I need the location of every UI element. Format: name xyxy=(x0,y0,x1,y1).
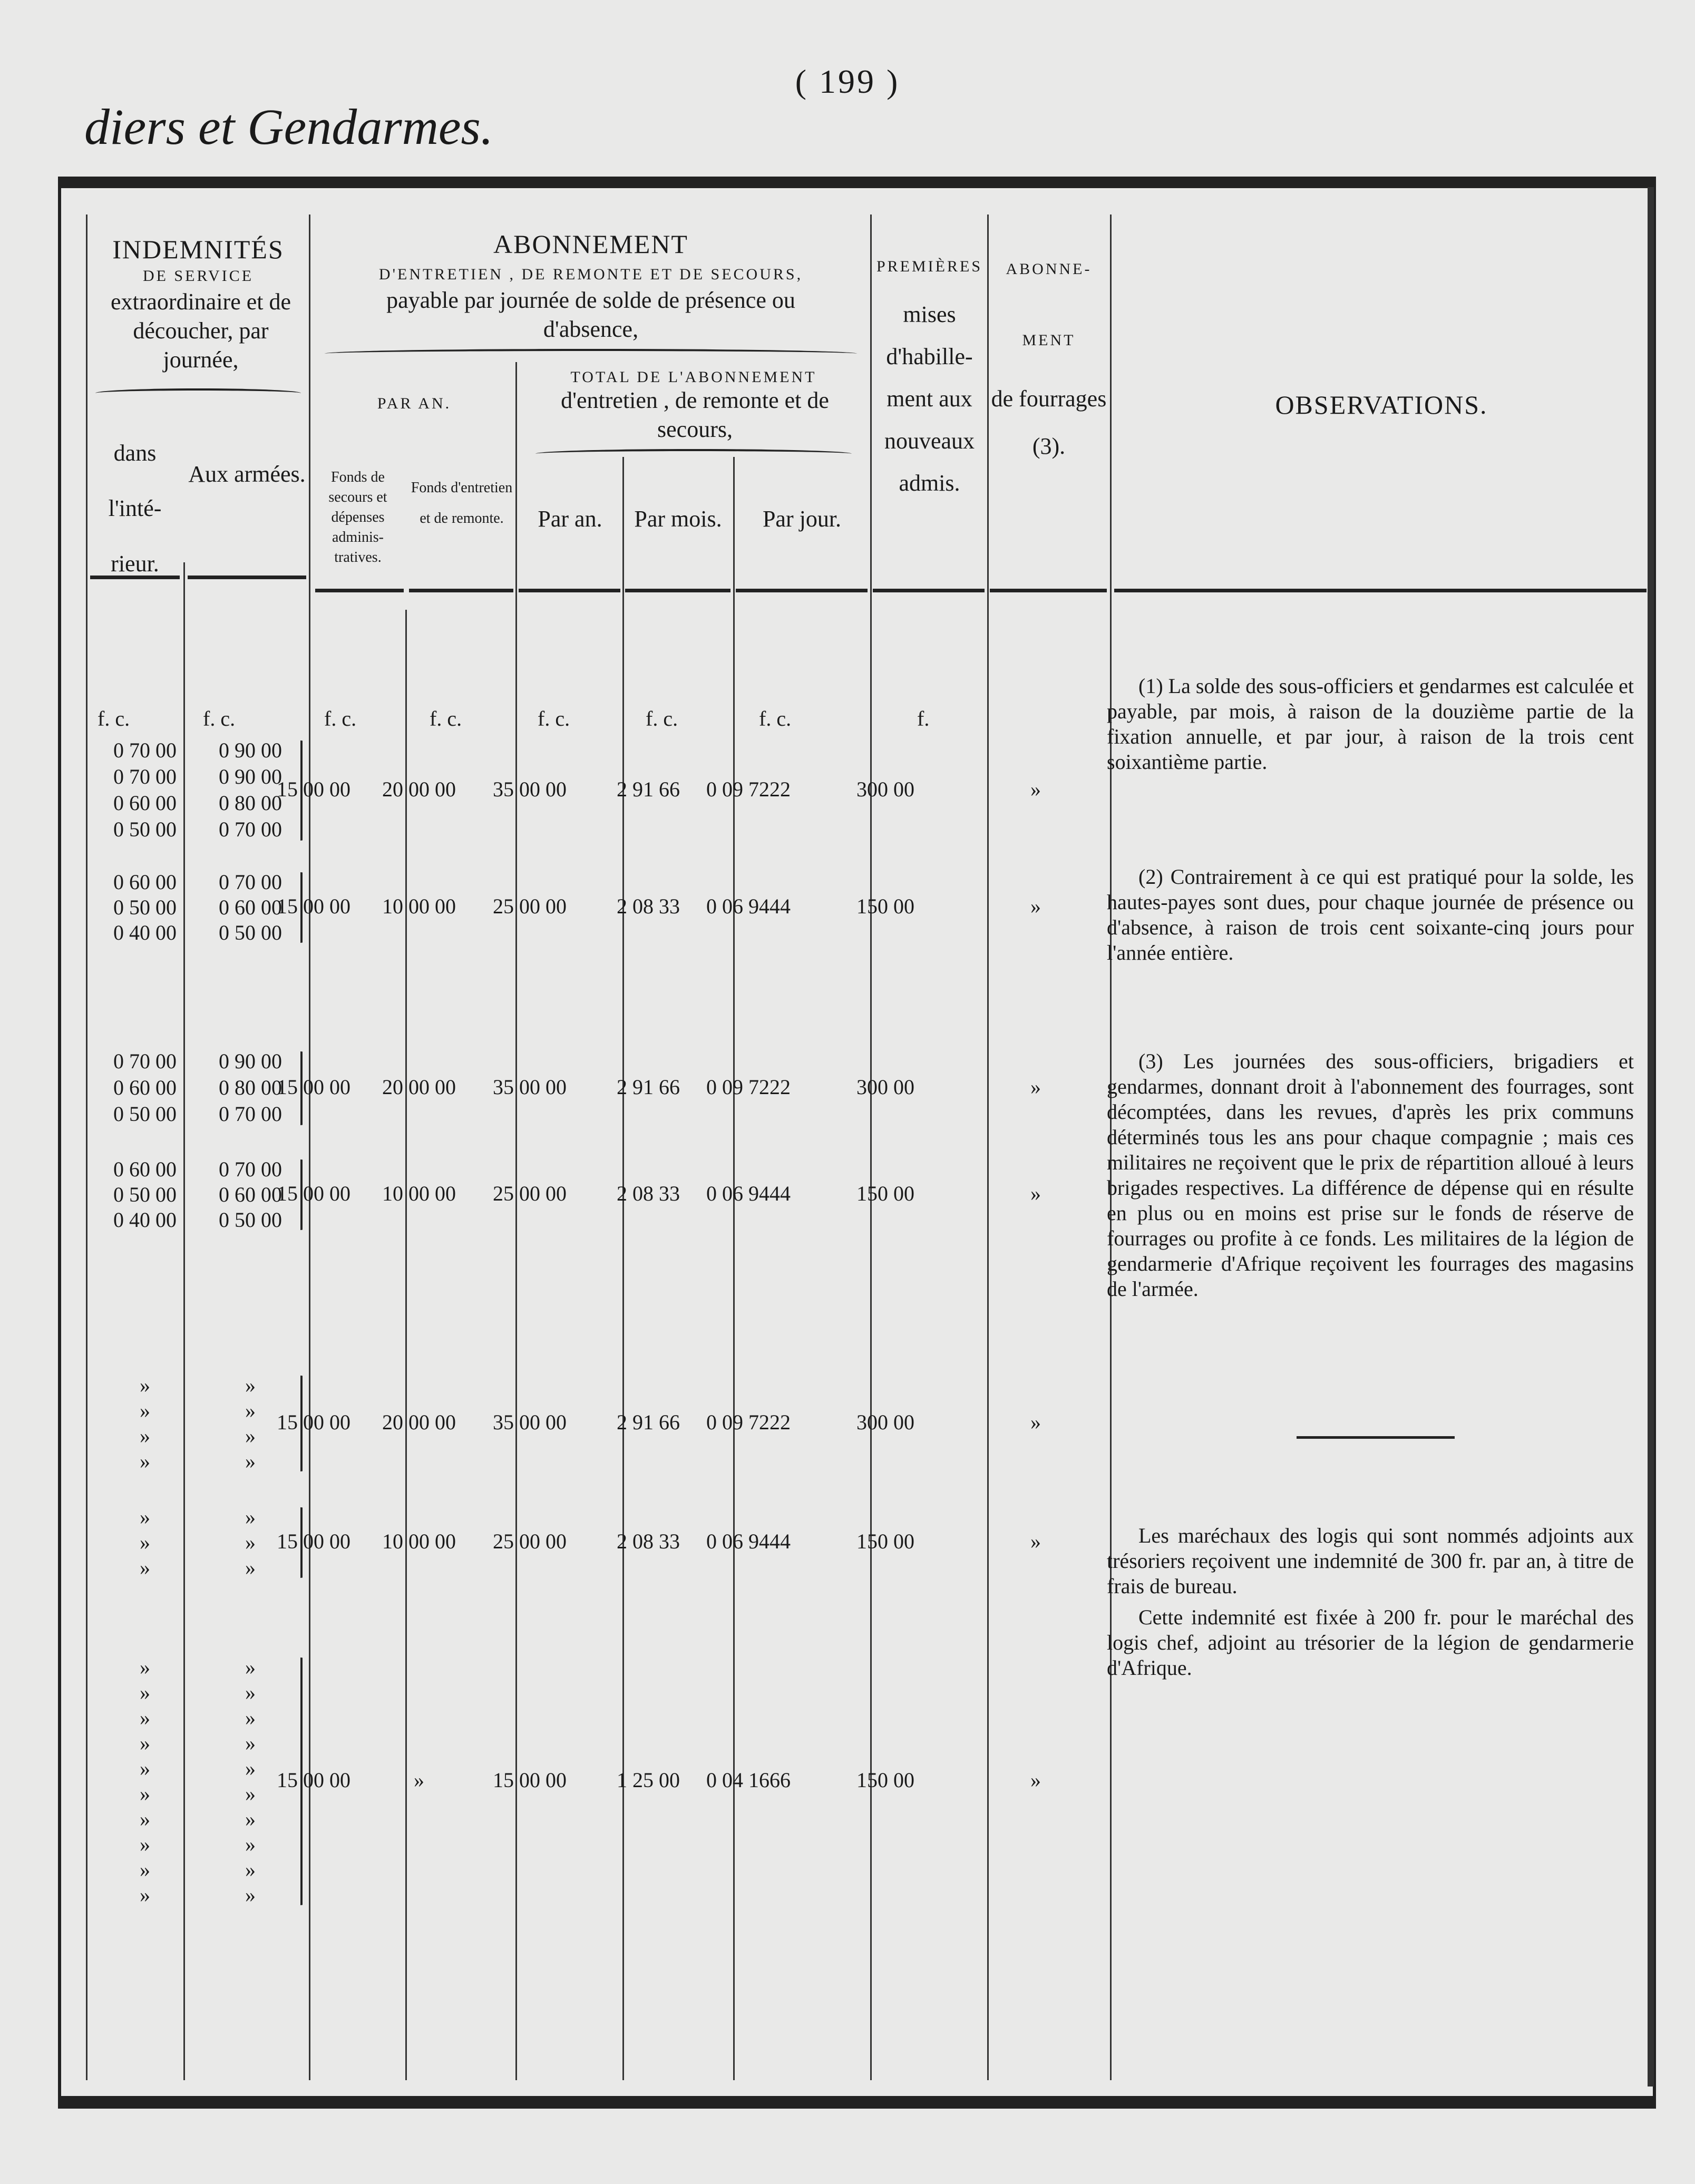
abonnement-fourrages-3: de fourrages (3). xyxy=(991,386,1107,459)
brace xyxy=(325,349,857,358)
indemnite-armees-value: » xyxy=(245,1731,256,1755)
abonnement-sub2: payable par journée de solde de présence ou d'absence, xyxy=(386,287,795,342)
premieres-mises-value: 300 00 xyxy=(856,1410,914,1434)
rule xyxy=(736,589,868,592)
rule xyxy=(1114,589,1647,592)
observation-1: (1) La solde des sous-officiers et gendarmes est calculée et payable, par mois, à raison de la douzième partie de la fixation annuelle, et par jour, à raison de la trois cent soixantième partie. xyxy=(1107,674,1634,774)
fourrages-value: » xyxy=(1030,894,1041,918)
rule xyxy=(733,457,735,2080)
unit-label: f. c. xyxy=(538,707,570,730)
fonds-secours-value: 15 00 00 xyxy=(277,1410,350,1434)
page-title: diers et Gendarmes. xyxy=(84,99,493,155)
indemnite-interieur-value: » xyxy=(140,1399,150,1422)
indemnite-interieur-value: 0 60 00 xyxy=(113,870,177,894)
total-header: TOTAL DE L'ABONNEMENT xyxy=(570,368,817,386)
abonnement-sub1: D'ENTRETIEN , DE REMONTE ET DE SECOURS, xyxy=(378,266,803,283)
indemnite-interieur-value: 0 60 00 xyxy=(113,791,177,815)
fourrages-value: » xyxy=(1030,1768,1041,1792)
fourrages-value: » xyxy=(1030,1410,1041,1434)
fonds-secours-value: 15 00 00 xyxy=(277,1768,350,1792)
indemnite-interieur-value: » xyxy=(140,1530,150,1554)
rule xyxy=(405,610,407,2080)
indemnite-interieur-value: 0 40 00 xyxy=(113,921,177,944)
fonds-entretien-value: 20 00 00 xyxy=(382,777,456,801)
rule xyxy=(622,457,624,2080)
indemnite-interieur-value: » xyxy=(140,1556,150,1579)
indemnite-armees-value: » xyxy=(245,1757,256,1780)
rule xyxy=(870,214,872,2080)
indemnite-armees-value: » xyxy=(245,1883,256,1907)
indemnite-interieur-value: 0 70 00 xyxy=(113,765,177,788)
indemnite-armees-value: 0 70 00 xyxy=(219,1102,282,1126)
indemnite-armees-value: 0 90 00 xyxy=(219,765,282,788)
indemnite-armees-value: » xyxy=(245,1505,256,1529)
total-par-mois-value: 2 91 66 xyxy=(617,1075,680,1099)
premieres-mises-value: 150 00 xyxy=(856,894,914,918)
indemnite-armees-value: 0 60 00 xyxy=(219,1183,282,1206)
par-an-header: PAR AN. xyxy=(377,395,452,412)
indemnite-armees-value: » xyxy=(245,1655,256,1679)
fonds-secours-value: 15 00 00 xyxy=(277,777,350,801)
brace xyxy=(535,449,852,459)
fourrages-value: » xyxy=(1030,777,1041,801)
total-par-jour-value: 0 09 7222 xyxy=(706,1410,791,1434)
total-par-mois-value: 2 08 33 xyxy=(617,1529,680,1553)
rule xyxy=(309,214,310,2080)
fonds-entretien-value: » xyxy=(414,1768,424,1792)
table-shadow xyxy=(1648,187,1654,2086)
divider xyxy=(1297,1436,1455,1439)
rule xyxy=(519,589,620,592)
observation-2: (2) Contrairement à ce qui est pratiqué pour la solde, les hautes-payes sont dues, pour chaque journée de présence ou d'absence, à raison de trois cent soixante-cinq jours pour l'année entière. xyxy=(1107,865,1634,964)
rule xyxy=(990,589,1107,592)
indemnite-armees-value: » xyxy=(245,1399,256,1422)
indemnite-armees-value: » xyxy=(245,1832,256,1856)
brace xyxy=(95,388,301,398)
rule xyxy=(873,589,985,592)
observation-3: (3) Les journées des sous-officiers, brigadiers et gendarmes, donnant droit à l'abonnement des fourrages, sont décomptées, dans les revues, d'après les prix communs déterminés tous les ans pour chaque compagnie ; mais ces militaires ne reçoivent que le prix de répartition alloué à leurs brigades respectives. La différence de dépense qui en résulte en plus ou en moins est prise sur le fonds de réserve de fourrages ou profite à ce fonds. Les militaires de la légion de gendarmerie d'Afrique reçoivent les fourrages des magasins de l'armée. xyxy=(1107,1049,1634,1301)
unit-label: f. c. xyxy=(430,707,462,730)
indemnite-armees-value: » xyxy=(245,1424,256,1448)
premieres-mises-value: 150 00 xyxy=(856,1529,914,1553)
page-number: ( 199 ) xyxy=(795,63,900,100)
indemnite-interieur-value: » xyxy=(140,1832,150,1856)
fonds-secours-value: 15 00 00 xyxy=(277,1075,350,1099)
total-par-jour-value: 0 09 7222 xyxy=(706,1075,791,1099)
abonnement-fourrages-2: MENT xyxy=(1022,331,1076,349)
fonds-entretien-value: 10 00 00 xyxy=(382,1182,456,1205)
fonds-secours-value: 15 00 00 xyxy=(277,894,350,918)
total-par-mois-value: 2 08 33 xyxy=(617,1182,680,1205)
indemnite-armees-value: » xyxy=(245,1449,256,1473)
indemnite-interieur-value: » xyxy=(140,1505,150,1529)
observation-5: Cette indemnité est fixée à 200 fr. pour le maréchal des logis chef, adjoint au trésorier de la légion de gendarmerie d'Afrique. xyxy=(1107,1605,1634,1680)
rule xyxy=(86,214,87,2080)
indemnite-interieur-value: » xyxy=(140,1757,150,1780)
abonnement-header: ABONNEMENT xyxy=(493,229,688,259)
total-par-an-value: 15 00 00 xyxy=(493,1768,567,1792)
indemnite-interieur-value: 0 50 00 xyxy=(113,895,177,919)
unit-label: f. xyxy=(917,707,930,730)
fonds-entretien-value: 10 00 00 xyxy=(382,894,456,918)
fonds-entretien-value: 10 00 00 xyxy=(382,1529,456,1553)
unit-label: f. c. xyxy=(98,707,130,730)
col-par-jour: Par jour. xyxy=(762,506,842,532)
abonnement-fourrages-1: ABONNE- xyxy=(1006,260,1092,278)
unit-label: f. c. xyxy=(646,707,678,730)
rule xyxy=(987,214,989,2080)
col-par-mois: Par mois. xyxy=(634,506,722,532)
total-par-jour-value: 0 04 1666 xyxy=(706,1768,791,1792)
total-par-an-value: 25 00 00 xyxy=(493,894,567,918)
rule xyxy=(90,576,180,579)
rule xyxy=(188,576,306,579)
indemnite-interieur-value: » xyxy=(140,1807,150,1831)
indemnite-interieur-value: » xyxy=(140,1883,150,1907)
indemnite-interieur-value: 0 70 00 xyxy=(113,1049,177,1073)
total-par-an-value: 35 00 00 xyxy=(493,1075,567,1099)
indemnite-interieur-value: » xyxy=(140,1681,150,1704)
premieres-mises-value: 150 00 xyxy=(856,1768,914,1792)
indemnite-armees-value: » xyxy=(245,1706,256,1730)
total-par-mois-value: 2 08 33 xyxy=(617,894,680,918)
fourrages-value: » xyxy=(1030,1075,1041,1099)
fonds-entretien-header: Fonds d'entretien et de remonte. xyxy=(411,480,513,526)
indemnite-interieur-value: » xyxy=(140,1731,150,1755)
indemnite-interieur-value: » xyxy=(140,1706,150,1730)
indemnite-armees-value: » xyxy=(245,1807,256,1831)
aux-armees-header: Aux armées. xyxy=(188,461,306,487)
indemnite-interieur-value: » xyxy=(140,1424,150,1448)
unit-label: f. c. xyxy=(203,707,236,730)
col-par-an: Par an. xyxy=(538,506,602,532)
indemnite-interieur-value: » xyxy=(140,1782,150,1806)
premieres-header: PREMIÈRES xyxy=(876,258,983,275)
indemnite-armees-value: 0 80 00 xyxy=(219,1076,282,1099)
indemnite-armees-value: » xyxy=(245,1556,256,1579)
unit-label: f. c. xyxy=(759,707,792,730)
fonds-secours-value: 15 00 00 xyxy=(277,1182,350,1205)
premieres-mises-value: 150 00 xyxy=(856,1182,914,1205)
indemnites-sub2: extraordinaire et de découcher, par journée, xyxy=(110,289,291,373)
total-par-an-value: 25 00 00 xyxy=(493,1182,567,1205)
total-par-jour-value: 0 06 9444 xyxy=(706,894,791,918)
indemnite-armees-value: 0 90 00 xyxy=(219,738,282,762)
total-par-mois-value: 2 91 66 xyxy=(617,1410,680,1434)
indemnite-interieur-value: 0 60 00 xyxy=(113,1076,177,1099)
indemnite-armees-value: 0 70 00 xyxy=(219,1157,282,1181)
indemnite-armees-value: » xyxy=(245,1373,256,1397)
fourrages-value: » xyxy=(1030,1529,1041,1553)
indemnite-interieur-value: » xyxy=(140,1449,150,1473)
indemnite-interieur-value: 0 50 00 xyxy=(113,1183,177,1206)
indemnite-interieur-value: » xyxy=(140,1655,150,1679)
total-par-mois-value: 2 91 66 xyxy=(617,777,680,801)
indemnite-interieur-value: 0 50 00 xyxy=(113,1102,177,1126)
premieres-body: mises d'habille- ment aux nouveaux admis. xyxy=(884,301,975,496)
unit-label: f. c. xyxy=(324,707,357,730)
fourrages-value: » xyxy=(1030,1182,1041,1205)
fonds-entretien-value: 20 00 00 xyxy=(382,1075,456,1099)
rule xyxy=(409,589,513,592)
premieres-mises-value: 300 00 xyxy=(856,777,914,801)
total-par-jour-value: 0 06 9444 xyxy=(706,1529,791,1553)
indemnite-interieur-value: » xyxy=(140,1858,150,1881)
indemnite-armees-value: » xyxy=(245,1782,256,1806)
total-par-an-value: 25 00 00 xyxy=(493,1529,567,1553)
indemnite-armees-value: 0 70 00 xyxy=(219,817,282,841)
indemnites-sub1: DE SERVICE xyxy=(142,267,254,285)
indemnite-armees-value: 0 50 00 xyxy=(219,921,282,944)
observation-4: Les maréchaux des logis qui sont nommés adjoints aux trésoriers reçoivent une indemnité de 300 fr. par an, à titre de frais de bureau. xyxy=(1107,1524,1634,1598)
indemnite-interieur-value: 0 40 00 xyxy=(113,1208,177,1232)
indemnite-armees-value: 0 70 00 xyxy=(219,870,282,894)
premieres-mises-value: 300 00 xyxy=(856,1075,914,1099)
fonds-secours-header: Fonds de secours et dépenses adminis- tratives. xyxy=(328,469,387,565)
indemnite-armees-value: 0 80 00 xyxy=(219,791,282,815)
indemnite-armees-value: » xyxy=(245,1858,256,1881)
observations-header: OBSERVATIONS. xyxy=(1275,390,1488,420)
indemnite-interieur-value: 0 70 00 xyxy=(113,738,177,762)
indemnite-armees-value: 0 60 00 xyxy=(219,895,282,919)
indemnite-interieur-value: 0 60 00 xyxy=(113,1157,177,1181)
indemnite-armees-value: » xyxy=(245,1530,256,1554)
indemnite-armees-value: » xyxy=(245,1681,256,1704)
total-par-jour-value: 0 06 9444 xyxy=(706,1182,791,1205)
indemnite-armees-value: 0 50 00 xyxy=(219,1208,282,1232)
indemnites-header: INDEMNITÉS xyxy=(112,235,284,264)
indemnite-armees-value: 0 90 00 xyxy=(219,1049,282,1073)
indemnite-interieur-value: 0 50 00 xyxy=(113,817,177,841)
indemnite-interieur-value: » xyxy=(140,1373,150,1397)
fonds-secours-value: 15 00 00 xyxy=(277,1529,350,1553)
rule xyxy=(625,589,730,592)
fonds-entretien-value: 20 00 00 xyxy=(382,1410,456,1434)
total-sub: d'entretien , de remonte et de secours, xyxy=(561,387,829,442)
dans-interieur-header: dans l'inté- rieur. xyxy=(108,440,162,577)
total-par-an-value: 35 00 00 xyxy=(493,1410,567,1434)
rule xyxy=(315,589,404,592)
total-par-an-value: 35 00 00 xyxy=(493,777,567,801)
total-par-jour-value: 0 09 7222 xyxy=(706,777,791,801)
total-par-mois-value: 1 25 00 xyxy=(617,1768,680,1792)
rule xyxy=(515,362,517,2080)
